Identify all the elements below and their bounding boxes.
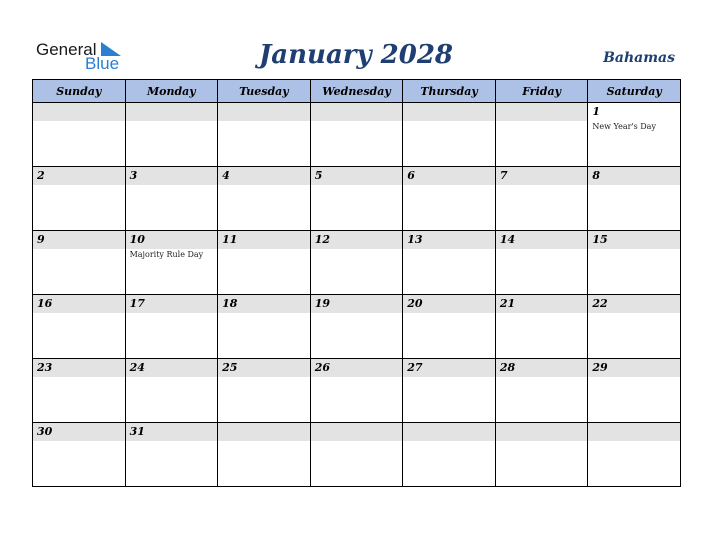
day-number: 15 — [588, 231, 680, 249]
day-number: 14 — [496, 231, 588, 249]
day-cell — [125, 423, 218, 487]
day-cell — [495, 103, 588, 167]
day-cell — [588, 103, 681, 167]
week-row — [33, 423, 681, 487]
day-cell — [403, 359, 496, 423]
day-cell — [588, 167, 681, 231]
day-number: 16 — [33, 295, 125, 313]
day-cell — [495, 231, 588, 295]
weekday-header-row — [33, 80, 681, 103]
day-cell — [403, 103, 496, 167]
day-number: 26 — [311, 359, 403, 377]
day-number: 18 — [218, 295, 310, 313]
day-number: 27 — [403, 359, 495, 377]
day-cell — [33, 231, 126, 295]
day-number: 28 — [496, 359, 588, 377]
day-cell — [495, 423, 588, 487]
day-cell — [403, 295, 496, 359]
day-cell — [218, 103, 311, 167]
day-number — [588, 423, 680, 441]
day-number: 1 — [588, 103, 680, 121]
day-number — [311, 103, 403, 121]
week-row — [33, 231, 681, 295]
day-cell — [218, 167, 311, 231]
day-number: 13 — [403, 231, 495, 249]
weekday-header: Wednesday — [310, 80, 403, 103]
day-cell — [218, 359, 311, 423]
day-cell — [588, 295, 681, 359]
day-cell — [125, 167, 218, 231]
day-number — [126, 103, 218, 121]
weekday-header: Tuesday — [218, 80, 311, 103]
day-number: 8 — [588, 167, 680, 185]
day-cell — [33, 423, 126, 487]
day-number — [218, 423, 310, 441]
day-number: 24 — [126, 359, 218, 377]
day-cell — [588, 231, 681, 295]
day-cell — [33, 295, 126, 359]
day-number: 2 — [33, 167, 125, 185]
day-cell — [403, 231, 496, 295]
calendar-title: January 2028 — [258, 40, 454, 70]
day-number: 22 — [588, 295, 680, 313]
day-number — [311, 423, 403, 441]
day-number — [403, 423, 495, 441]
week-row — [33, 295, 681, 359]
day-cell — [310, 295, 403, 359]
country-name: Bahamas — [603, 50, 675, 66]
day-number — [496, 423, 588, 441]
day-cell — [588, 359, 681, 423]
holiday-label: Majority Rule Day — [129, 250, 204, 259]
weekday-header: Monday — [125, 80, 218, 103]
day-number: 3 — [126, 167, 218, 185]
day-number: 29 — [588, 359, 680, 377]
day-cell — [218, 231, 311, 295]
week-row — [33, 359, 681, 423]
day-cell — [495, 295, 588, 359]
day-number: 4 — [218, 167, 310, 185]
day-number: 31 — [126, 423, 218, 441]
day-cell — [495, 167, 588, 231]
logo-general-text: General — [36, 40, 97, 59]
day-cell — [310, 359, 403, 423]
day-cell — [310, 423, 403, 487]
day-cell — [310, 231, 403, 295]
day-cell — [495, 359, 588, 423]
day-number: 30 — [33, 423, 125, 441]
calendar-grid — [32, 79, 681, 487]
holiday-label: New Year's Day — [592, 122, 656, 131]
day-cell — [403, 423, 496, 487]
weekday-header: Thursday — [403, 80, 496, 103]
day-number — [218, 103, 310, 121]
day-number: 23 — [33, 359, 125, 377]
day-number: 6 — [403, 167, 495, 185]
day-cell — [310, 103, 403, 167]
day-number: 21 — [496, 295, 588, 313]
day-cell — [588, 423, 681, 487]
day-cell — [125, 103, 218, 167]
day-number: 11 — [218, 231, 310, 249]
day-cell — [33, 103, 126, 167]
day-number: 12 — [311, 231, 403, 249]
day-cell — [33, 167, 126, 231]
day-cell — [33, 359, 126, 423]
day-number: 25 — [218, 359, 310, 377]
day-number — [496, 103, 588, 121]
day-cell — [125, 359, 218, 423]
day-cell — [125, 295, 218, 359]
day-number: 5 — [311, 167, 403, 185]
day-cell — [403, 167, 496, 231]
weekday-header: Friday — [495, 80, 588, 103]
week-row — [33, 103, 681, 167]
day-cell — [218, 295, 311, 359]
day-cell — [310, 167, 403, 231]
week-row — [33, 167, 681, 231]
day-number: 10 — [126, 231, 218, 249]
day-number: 17 — [126, 295, 218, 313]
day-number — [403, 103, 495, 121]
day-cell — [125, 231, 218, 295]
day-number: 9 — [33, 231, 125, 249]
logo-blue-text: Blue — [85, 54, 120, 73]
day-number: 20 — [403, 295, 495, 313]
weekday-header: Sunday — [33, 80, 126, 103]
weekday-header: Saturday — [588, 80, 681, 103]
day-cell — [218, 423, 311, 487]
day-number: 7 — [496, 167, 588, 185]
day-number — [33, 103, 125, 121]
day-number: 19 — [311, 295, 403, 313]
